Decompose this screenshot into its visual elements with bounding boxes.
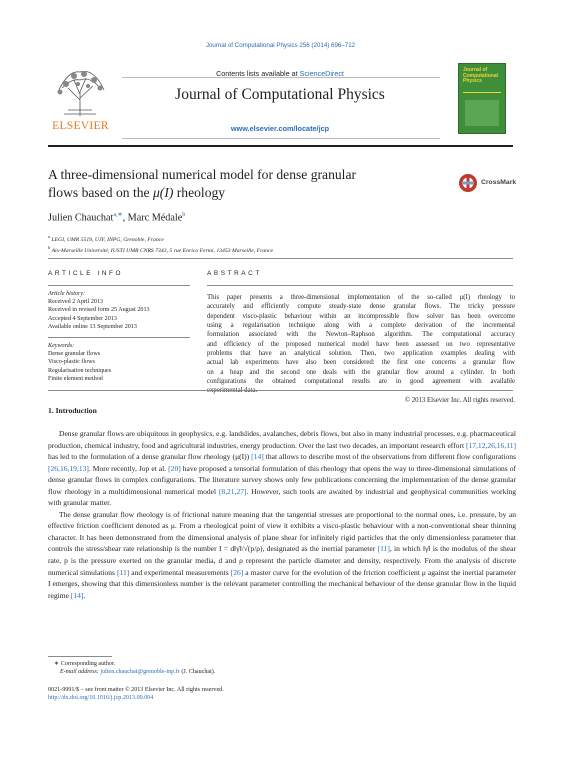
journal-url[interactable]: www.elsevier.com/locate/jcp: [230, 124, 330, 133]
author-separator: ,: [122, 212, 128, 224]
keywords-label: Keywords:: [48, 343, 75, 349]
history-rule: [48, 337, 190, 338]
abstract-rule: [207, 285, 513, 286]
cover-panel: [465, 100, 499, 126]
masthead-divider: [48, 145, 513, 147]
affiliation-divider: [48, 258, 513, 259]
article-info-rule: [48, 285, 190, 286]
sciencedirect-link[interactable]: ScienceDirect: [299, 69, 344, 78]
affiliation-a-text: LEGI, UMR 5519, UJF, INPG, Grenoble, France: [51, 236, 164, 243]
p1-text-3: that allows to describe most of the observations from different flow configurations: [263, 452, 516, 462]
abstract-line-9: on a heap and the second one deals with the granular flow around a cylinder. In both: [207, 368, 515, 376]
elsevier-tree-icon: [48, 62, 113, 118]
cover-title: Journal of Computational Physics: [463, 67, 498, 85]
p1-text-2: has led to the formulation of a dense granular flow rheology (μ(I)): [48, 452, 252, 462]
author-2-name: Marc Médale: [127, 212, 183, 224]
title-line-1: A three-dimensional numerical model for dense granular: [48, 167, 357, 182]
author-2-sup[interactable]: b: [182, 212, 186, 218]
footnote: [48, 660, 513, 676]
title-line-2b: rheology: [173, 185, 226, 200]
p1-text-4: . More recently, Jop et al.: [88, 463, 169, 473]
abstract-line-1: This paper presents a three-dimensional implementation of the so-called μ(I) rheology to: [207, 294, 515, 301]
affiliation-a: [48, 233, 273, 244]
author-list: [48, 211, 185, 223]
abstract-line-10: configurations the obtained computational results are in good agreement with available: [207, 378, 515, 386]
abstract-line-2: accurately and efficiently compute steady-state dense granular flows. The tricky pressure: [207, 303, 515, 311]
p2-text-2: , in which ‖γ̇‖ is the modulus of the shear rate, p is the pressure exerted on the granular media, d and ρ represent the particle diameter and density, respectively. From the analysis of discrete numerical simulations: [48, 544, 516, 577]
intro-paragraph-1: [48, 428, 516, 509]
journal-cover-image: [458, 63, 506, 134]
p1-text-6: . However, such tools are awaited by industrial and geophysical communities working with granular matter.: [48, 486, 516, 508]
p1-cite-5[interactable]: [8,21,27]: [218, 486, 247, 496]
affiliation-a-sup: a: [48, 234, 50, 239]
history-revised: Received in revised form 25 August 2013: [48, 307, 150, 314]
abstract-divider: [48, 390, 513, 391]
abstract-line-3: dependent visco-plastic behaviour within an incompressible flow solver has been overcome: [207, 312, 515, 320]
p1-cite-2[interactable]: [14]: [251, 452, 264, 462]
abstract-line-6: and efficiency of the proposed numerical model have been assessed on two representative: [207, 340, 515, 348]
footnote-corresponding: [48, 660, 513, 668]
affiliation-b: [48, 244, 273, 255]
p1-cite-4[interactable]: [20]: [168, 463, 181, 473]
article-info-heading: ARTICLE INFO: [48, 270, 124, 277]
history-received: Received 2 April 2013: [48, 299, 104, 306]
contents-prefix: Contents lists available at: [216, 69, 300, 78]
p1-text-5: have proposed a tensorial formulation of this rheology that opens the way to three-dimensional simulations of dense granular flows in complex configurations. The literature survey shows only few publications concerning the implementation of the dense granular flow rheology in a multidimensional numerical model: [48, 463, 516, 496]
cover-rule: [463, 92, 501, 93]
abstract-line-5: formulation associated with the Newton–Raphson algorithm. The computational accuracy: [207, 331, 515, 339]
issn-line: 0021-9991/$ – see front matter © 2013 Elsevier Inc. All rights reserved.: [48, 687, 224, 693]
abstract-heading: ABSTRACT: [207, 270, 262, 277]
p1-cite-1[interactable]: [17,12,26,16,11]: [465, 440, 516, 450]
title-mu: μ(I): [152, 185, 174, 200]
article-title: [48, 166, 448, 202]
affiliation-b-sup: b: [48, 245, 51, 251]
abstract-line-4: using a regularisation technique along with a complete derivation of the incremental: [207, 322, 515, 330]
history-online: Available online 13 September 2013: [48, 323, 137, 330]
journal-title: Journal of Computational Physics: [175, 86, 385, 103]
crossmark-badge[interactable]: [458, 173, 518, 195]
crossmark-icon: [458, 173, 478, 193]
publisher-name: ELSEVIER: [52, 120, 109, 132]
publication-info: [48, 686, 513, 702]
masthead-top-rule: [122, 77, 440, 78]
history-accepted: Accepted 4 September 2013: [48, 315, 117, 322]
keyword-2: Visco-plastic flows: [48, 359, 95, 366]
footnote-rule: [48, 656, 112, 657]
affiliations: [48, 233, 273, 256]
footnote-email-suffix: (J. Chauchat).: [179, 669, 216, 676]
footnote-email-link[interactable]: julien.chauchat@grenoble-inp.fr: [100, 669, 180, 676]
intro-paragraph-2: [48, 509, 516, 601]
introduction-body: [48, 428, 516, 601]
p2-text-5: .: [83, 590, 86, 600]
abstract-line-11: experimental data.: [207, 387, 258, 395]
abstract-line-7: problems that have an analytical solution. Then, two application examples dealing with: [207, 350, 515, 358]
keyword-1: Dense granular flows: [48, 351, 101, 358]
p1-cite-3[interactable]: [26,16,19,13]: [48, 463, 89, 473]
p2-cite-1[interactable]: [11]: [377, 544, 390, 554]
title-line-2a: flows based on the: [48, 185, 153, 200]
footnote-corr-text: Corresponding author.: [60, 661, 116, 667]
p2-text-4: a master curve for the evolution of the friction coefficient μ against the inertial parameter I emerges, showing that this dimensionless number is the relevant parameter controlling the mechanical behaviour of the dense granular flow in the liquid regime: [48, 567, 516, 600]
article-history: [48, 290, 193, 331]
keyword-3: Regularisation techniques: [48, 367, 112, 374]
history-label: Article history:: [48, 291, 86, 297]
footnote-star: ∗: [54, 661, 60, 667]
elsevier-logo: [48, 62, 113, 132]
p2-cite-2[interactable]: [11]: [116, 567, 130, 577]
p2-cite-4[interactable]: [14]: [70, 590, 84, 600]
p1-text-1: Dense granular flows are ubiquitous in geophysics, e.g. landslides, avalanches, debris flows, but also in many industrial processes, e.g. pharmaceutical production, chemical industry, food and agricultural industries, energy production. Over the last two decades, an important research effort: [48, 429, 516, 450]
abstract-body: [207, 293, 515, 405]
p2-text-1: The dense granular flow rheology is of frictional nature meaning that the tangential stresses are proportional to the normal ones, i.e. pressure, by an effective friction coefficient denoted as μ. From a rheological point of view it exhibits a visco-plastic behaviour with a non-conventional shear thinning character. It has been demonstrated from the dimensional analysis of plane shear for infinitely rigid particles that the only dimensionless parameter that controls the stress/shear rate relationship is the number I = d‖γ̇‖/√(p/ρ), designated as the inertial parameter: [48, 509, 516, 554]
p2-cite-3[interactable]: [26]: [230, 567, 244, 577]
journal-reference[interactable]: Journal of Computational Physics 256 (2014) 696–712: [205, 42, 356, 49]
masthead-bottom-rule: [122, 138, 440, 139]
affiliation-b-text: Aix-Marseille Université, IUSTI UMR CNRS 7343, 5 rue Enrico Fermi, 13453 Marseille, France: [51, 248, 274, 255]
doi-link[interactable]: http://dx.doi.org/10.1016/j.jcp.2013.09.004: [48, 695, 154, 702]
abstract-copyright: © 2013 Elsevier Inc. All rights reserved.: [404, 396, 515, 404]
author-1-sup[interactable]: a,∗: [113, 212, 123, 218]
footnote-email-label: E-mail address:: [60, 669, 101, 676]
keyword-4: Finite element method: [48, 375, 103, 382]
keywords: [48, 342, 193, 383]
crossmark-label: CrossMark: [481, 179, 517, 186]
p2-text-3: and experimental measurements: [129, 567, 231, 577]
footnote-email: [48, 668, 513, 676]
author-1-name: Julien Chauchat: [48, 212, 114, 224]
abstract-line-8: actual lab experiments have also been considered: the first one concerns a granular flow: [207, 359, 515, 367]
section-heading: 1. Introduction: [48, 406, 97, 415]
